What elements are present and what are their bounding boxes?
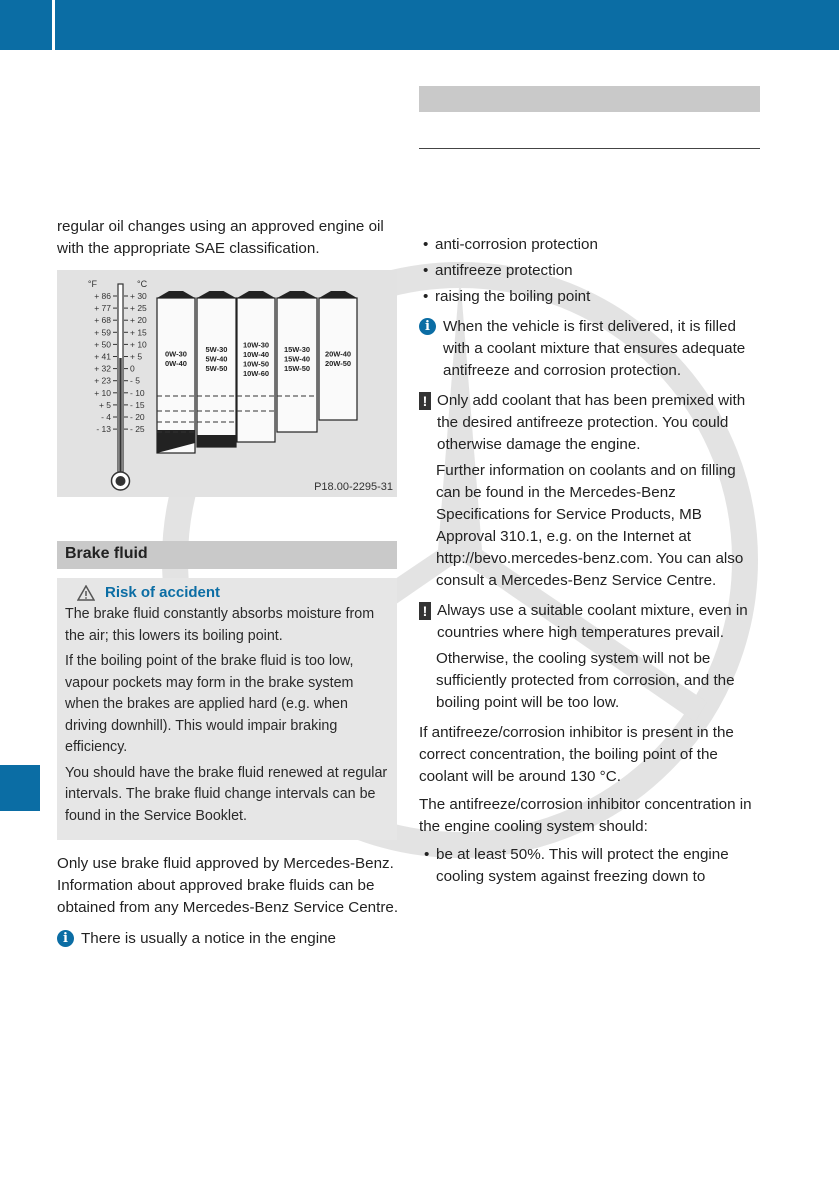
celsius-tick: - 20 [130, 412, 145, 422]
info-icon: i [419, 318, 436, 335]
grade-label: 5W-50 [205, 364, 228, 373]
chart-code: P18.00-2295-31 [314, 481, 393, 493]
info-note-1 [419, 316, 761, 382]
celsius-tick: + 25 [130, 303, 147, 314]
fahrenheit-tick: - 13 [96, 424, 111, 435]
grade-arrow-head [319, 291, 357, 298]
celsius-tick: + 30 [130, 291, 147, 301]
warning-text: Always use a suitable coolant mixture, even in countries where high temperatures prevail. [437, 602, 748, 641]
warning-triangle-icon [77, 585, 95, 601]
info-text: When the vehicle is first delivered, it is filled with a coolant mixture that ensures adequate antifreeze and corrosion protection. [443, 318, 746, 379]
grade-arrow-head [157, 291, 195, 298]
fahrenheit-tick: + 32 [94, 363, 111, 374]
header-tab [0, 0, 55, 50]
grade-label: 10W-40 [242, 350, 270, 359]
celsius-tick: - 25 [130, 424, 145, 435]
grade-label: 10W-30 [242, 340, 270, 350]
grade-label: 10W-50 [242, 359, 270, 369]
celsius-tick: + 10 [130, 339, 147, 350]
info-icon: i [57, 930, 74, 947]
grade-arrow-head [277, 291, 317, 298]
fahrenheit-tick: + 10 [94, 387, 111, 398]
warning-text: Only add coolant that has been premixed with the desired antifreeze protection. You could otherwise damage the engine. [437, 392, 746, 453]
grade-arrow-head [197, 291, 236, 298]
section-header [57, 541, 397, 569]
grade-label: 0W-40 [165, 359, 187, 368]
fahrenheit-tick: + 50 [94, 339, 111, 350]
grade-column-base [197, 435, 236, 447]
celsius-tick: 0 [130, 363, 135, 374]
section-title: Brake fluid [65, 545, 148, 562]
grade-label: 5W-30 [205, 345, 228, 354]
grade-label: 0W-30 [165, 349, 187, 359]
thermometer-bulb-fill [116, 476, 126, 486]
grade-label: 15W-50 [283, 364, 311, 373]
info-note [57, 928, 399, 950]
grade-label: 15W-40 [283, 354, 311, 364]
warning-p3: You should have the brake fluid renewed at regular intervals. The brake fluid change intervals can be found in the Service Booklet. [65, 764, 388, 824]
c-unit-label: °C [137, 279, 148, 289]
exclamation-icon: ! [419, 392, 431, 410]
fahrenheit-tick: + 77 [94, 303, 111, 314]
warning-box [57, 578, 397, 840]
concentration-paragraph: The antifreeze/corrosion inhibitor concentration in the engine cooling system should: [419, 796, 752, 835]
info-note-text: There is usually a notice in the engine [81, 930, 336, 947]
warning-p1: The brake fluid constantly absorbs moisture from the air; this lowers its boiling point. [65, 606, 375, 644]
fahrenheit-tick: + 23 [94, 375, 111, 386]
celsius-tick: + 5 [130, 351, 143, 362]
brake-fluid-paragraph: Only use brake fluid approved by Mercedes-Benz. Information about approved brake fluids can be obtained from any Mercedes-Benz Service Centre. [57, 855, 399, 916]
grade-label: 20W-50 [324, 359, 352, 368]
list-item: • raising the boiling point [421, 284, 759, 310]
chart-svg [57, 270, 397, 497]
section-header-bar [419, 86, 760, 112]
grade-label: 5W-40 [205, 354, 228, 364]
otherwise-text: Otherwise, the cooling system will not be sufficiently protected from corrosion, and the boiling point will be too low. [436, 650, 735, 711]
chapter-tab [0, 765, 40, 811]
warning-note-2 [419, 600, 761, 644]
fahrenheit-tick: - 4 [101, 412, 111, 422]
boiling-point-paragraph: If antifreeze/corrosion inhibitor is present in the correct concentration, the boiling point of the coolant will be around 130 °C. [419, 724, 734, 785]
fahrenheit-tick: + 5 [98, 399, 111, 410]
celsius-tick: - 15 [130, 399, 145, 410]
fahrenheit-tick: + 86 [94, 291, 111, 301]
thermometer-mercury [119, 358, 121, 474]
celsius-tick: - 5 [130, 375, 140, 386]
warning-title: Risk of accident [105, 584, 221, 601]
coolant-text [419, 316, 761, 888]
exclamation-icon: ! [419, 602, 431, 620]
fahrenheit-tick: + 59 [94, 327, 111, 338]
f-unit-label: °F [87, 279, 97, 289]
header-bar [0, 0, 839, 50]
celsius-tick: + 15 [130, 327, 147, 338]
grade-label: 10W-60 [242, 369, 270, 378]
further-info-text: Further information on coolants and on filling can be found in the Mercedes-Benz Specifications for Service Products, MB Approval 310.1, e.g. on the Internet at http://bevo.mercedes-benz.com. You can also consult a Mercedes-Benz Service Centre. [436, 462, 744, 589]
grade-label: 15W-30 [283, 345, 311, 354]
fahrenheit-tick: + 68 [94, 315, 111, 326]
warning-heading [77, 584, 389, 601]
intro-text: regular oil changes using an approved engine oil with the appropriate SAE classification. [57, 218, 384, 257]
brake-fluid-text [57, 853, 399, 950]
celsius-tick: + 20 [130, 315, 147, 326]
oil-viscosity-chart [57, 270, 397, 497]
grade-arrow-head [237, 291, 275, 298]
coolant-functions-list [421, 232, 759, 310]
fahrenheit-tick: + 41 [94, 351, 111, 362]
list-item: • antifreeze protection [421, 258, 759, 284]
grade-column [157, 298, 195, 453]
list-item: • be at least 50%. This will protect the engine cooling system against freezing down to [419, 844, 761, 888]
grade-label: 20W-40 [324, 349, 352, 359]
warning-note-1 [419, 390, 761, 456]
divider [419, 148, 760, 149]
celsius-tick: - 10 [130, 387, 145, 398]
warning-p2: If the boiling point of the brake fluid is too low, vapour pockets may form in the brake system when the brakes are applied hard (e.g. when driving downhill). This would impair braking efficiency. [65, 653, 354, 755]
list-item: • anti-corrosion protection [421, 232, 759, 258]
